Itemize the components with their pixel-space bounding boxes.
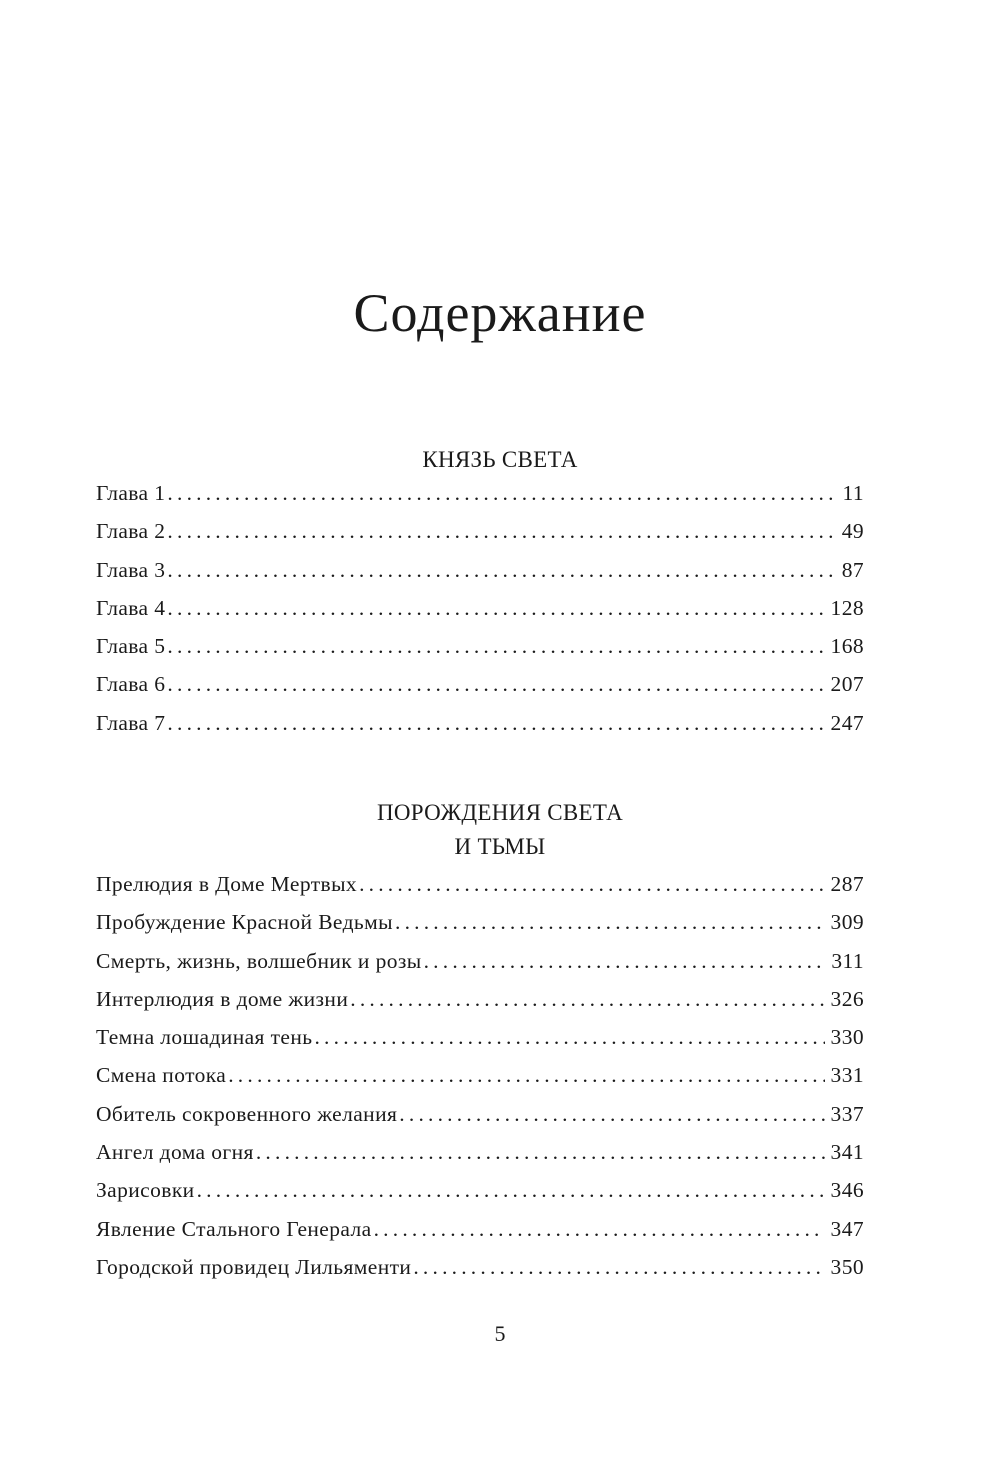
dot-leader	[314, 1025, 824, 1050]
toc-entry[interactable]	[96, 519, 864, 557]
toc-entry-page: 330	[830, 1025, 864, 1050]
toc-entry-page: 346	[830, 1178, 864, 1203]
toc-entry-page: 341	[830, 1140, 864, 1165]
dot-leader	[424, 949, 826, 974]
dot-leader	[167, 481, 836, 506]
dot-leader	[167, 711, 824, 736]
toc-entry-label: Глава 7	[96, 710, 166, 735]
toc-entry[interactable]	[96, 1102, 864, 1140]
toc-entry-label: Ангел дома огня	[96, 1140, 254, 1165]
toc-entry-label: Смена потока	[96, 1063, 227, 1088]
toc-entry[interactable]	[96, 949, 864, 987]
toc-entry-label: Пробуждение Красной Ведьмы	[96, 910, 393, 935]
toc-entry[interactable]	[96, 1063, 864, 1101]
toc-entry-page: 331	[830, 1063, 864, 1088]
toc-entry-page: 49	[841, 519, 864, 544]
dot-leader	[197, 1178, 825, 1203]
toc-entry-label: Глава 2	[96, 519, 166, 544]
toc-entry-label: Смерть, жизнь, волшебник и розы	[96, 948, 422, 973]
dot-leader	[395, 910, 825, 935]
page-number: 5	[494, 1321, 506, 1346]
toc-entry[interactable]	[96, 596, 864, 634]
toc-entry[interactable]	[96, 1140, 864, 1178]
toc-entry-page: 87	[841, 557, 864, 582]
toc-entry-label: Глава 5	[96, 634, 166, 659]
toc-entry-label: Глава 4	[96, 595, 166, 620]
toc-entry-page: 247	[830, 710, 864, 735]
dot-leader	[399, 1102, 824, 1127]
toc-entry-label: Обитель сокровенного желания	[96, 1101, 398, 1126]
toc-entry-label: Интерлюдия в доме жизни	[96, 986, 349, 1011]
page-title: Содержание	[353, 283, 647, 343]
section-heading-line: ПОРОЖДЕНИЯ СВЕТА	[376, 800, 624, 825]
dot-leader	[256, 1140, 825, 1165]
toc-entry[interactable]	[96, 1178, 864, 1216]
dot-leader	[228, 1063, 824, 1088]
toc-entry-label: Глава 6	[96, 672, 166, 697]
section-heading-line: И ТЬМЫ	[454, 834, 546, 859]
dot-leader	[413, 1255, 824, 1280]
dot-leader	[167, 596, 824, 621]
toc-entry[interactable]	[96, 672, 864, 710]
dot-leader	[374, 1217, 825, 1242]
toc-entry-label: Зарисовки	[96, 1178, 195, 1203]
toc-entry-page: 311	[831, 948, 864, 973]
toc-entry[interactable]	[96, 1025, 864, 1063]
toc-entry-page: 168	[830, 634, 864, 659]
toc-entry-page: 11	[842, 481, 864, 505]
toc-list-section-1	[96, 481, 864, 749]
toc-entry-label: Городской провидец Лильяменти	[96, 1254, 412, 1279]
toc-entry-page: 347	[830, 1216, 864, 1241]
toc-entry[interactable]	[96, 634, 864, 672]
toc-entry-page: 128	[830, 595, 864, 620]
toc-entry[interactable]	[96, 558, 864, 596]
toc-entry-label: Глава 3	[96, 557, 166, 582]
toc-entry[interactable]	[96, 481, 864, 519]
dot-leader	[350, 987, 824, 1012]
dot-leader	[167, 558, 835, 583]
toc-entry[interactable]	[96, 872, 864, 910]
toc-list-section-2	[96, 872, 864, 1293]
toc-entry-page: 309	[830, 910, 864, 935]
toc-entry-page: 207	[830, 672, 864, 697]
section-heading-1	[0, 443, 1000, 477]
toc-entry-label: Прелюдия в Доме Мертвых	[96, 872, 358, 896]
toc-entry-label: Явление Стального Генерала	[96, 1216, 372, 1241]
toc-entry-page: 350	[830, 1254, 864, 1279]
toc-entry-page: 337	[830, 1101, 864, 1126]
section-heading-line: КНЯЗЬ СВЕТА	[422, 447, 578, 472]
toc-entry[interactable]	[96, 910, 864, 948]
dot-leader	[167, 672, 824, 697]
toc-entry-page: 287	[830, 872, 864, 896]
toc-entry[interactable]	[96, 711, 864, 749]
dot-leader	[167, 634, 824, 659]
toc-entry-page: 326	[830, 986, 864, 1011]
dot-leader	[359, 872, 824, 897]
toc-entry[interactable]	[96, 1255, 864, 1293]
toc-entry[interactable]	[96, 987, 864, 1025]
dot-leader	[167, 519, 835, 544]
toc-entry-label: Глава 1	[96, 481, 166, 505]
section-heading-2	[0, 796, 1000, 864]
toc-entry-label: Темна лошадиная тень	[96, 1025, 313, 1050]
toc-entry[interactable]	[96, 1217, 864, 1255]
